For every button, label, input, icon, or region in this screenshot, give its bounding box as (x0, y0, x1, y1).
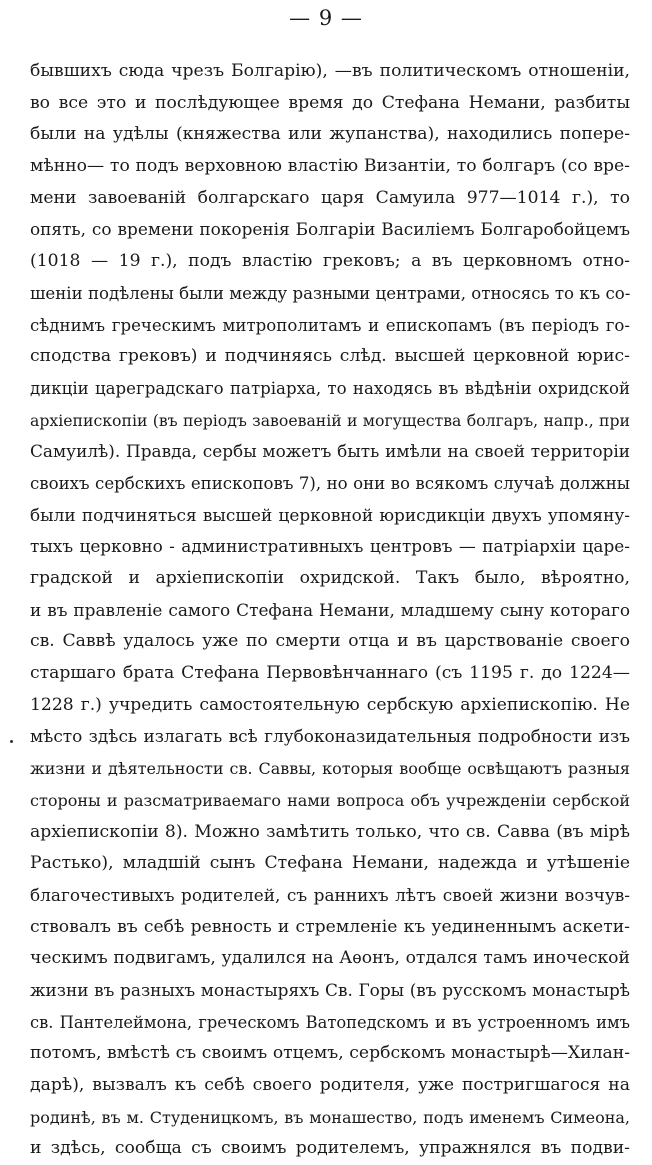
text-line: были на удѣлы (княжества или жупанства), находились попере- (30, 124, 630, 145)
text-line: жизни въ разныхъ монастыряхъ Св. Горы (въ русскомъ монастырѣ (30, 979, 630, 1000)
text-line: сподства грековъ) и подчиняясь слѣд. высшей церковной юрис- (30, 346, 630, 367)
text-line: бывшихъ сюда чрезъ Болгарію), —въ политическомъ отношеніи, (30, 61, 630, 81)
text-line: архіепископіи 8). Можно замѣтить только, что св. Савва (въ мірѣ (30, 821, 630, 842)
text-line: св. Саввѣ удалось уже по смерти отца и въ царствованіе своего (30, 631, 630, 652)
text-line: тыхъ церковно - административныхъ центровъ — патріархіи царе- (30, 536, 630, 557)
text-line: во все это и послѣдующее время до Стефана Немани, разбиты (30, 92, 630, 113)
text-line: своихъ сербскихъ епископовъ 7), но они во всякомъ случаѣ должны (30, 473, 630, 493)
text-line: и въ правленіе самого Стефана Немани, младшему сыну котораго (30, 599, 630, 620)
text-line: благочестивыхъ родителей, съ раннихъ лѣтъ своей жизни возчув- (30, 884, 630, 905)
text-line: 1228 г.) учредить самостоятельную сербскую архіепископію. Не (30, 694, 630, 715)
text-line: градской и архіепископіи охридской. Такъ было, вѣроятно, (30, 568, 630, 588)
text-line: шеніи подѣлены были между разными центрами, относясь то къ со- (30, 283, 630, 303)
text-line: и здѣсь, сообща съ своимъ родителемъ, упражнялся въ подви- (30, 1138, 630, 1159)
margin-mark (10, 740, 13, 743)
text-line: дикціи цареградскаго патріарха, то находясь въ вѣдѣніи охридской (30, 378, 630, 398)
text-line: мени завоеваній болгарскаго царя Самуила 977—1014 г.), то (30, 187, 630, 208)
text-line: Самуилѣ). Правда, сербы можетъ быть имѣли на своей территоріи (30, 441, 630, 462)
text-line: дарѣ), вызвалъ къ себѣ своего родителя, уже постригшагося на (30, 1075, 630, 1095)
text-line: жизни и дѣятельности св. Саввы, которыя вообще освѣщаютъ разныя (30, 759, 630, 779)
page-number: — 9 — (289, 6, 363, 30)
text-line: Растько), младшій сынъ Стефана Немани, надежда и утѣшеніе (30, 853, 630, 874)
text-line: св. Пантелеймона, греческомъ Ватопедскомъ и въ устроенномъ имъ (30, 1012, 630, 1032)
text-line: были подчиняться высшей церковной юрисдикціи двухъ упомяну- (30, 504, 630, 525)
text-line: потомъ, вмѣстѣ съ своимъ отцемъ, сербскомъ монастырѣ—Хилан- (30, 1043, 630, 1064)
text-line: ческимъ подвигамъ, удалился на Аѳонъ, отдался тамъ иноческой (30, 948, 630, 969)
body-text (30, 56, 630, 1165)
text-line: опять, со времени покоренія Болгаріи Василіемъ Болгаробойцемъ (30, 219, 630, 240)
text-line: мѣсто здѣсь излагать всѣ глубоконазидательныя подробности изъ (30, 726, 630, 747)
text-line: старшаго брата Стефана Первовѣнчаннаго (съ 1195 г. до 1224— (30, 663, 630, 684)
text-line: сѣднимъ греческимъ митрополитамъ и епископамъ (въ періодъ го- (30, 315, 630, 335)
text-line: стороны и разсматриваемаго нами вопроса объ учрежденіи сербской (30, 790, 630, 810)
text-line: ствовалъ въ себѣ ревность и стремленіе къ уединеннымъ аскети- (30, 916, 630, 937)
text-line: архіепископіи (въ періодъ завоеваній и могущества болгаръ, напр., при (30, 410, 630, 430)
text-line: (1018 — 19 г.), подъ властію грековъ; а въ церковномъ отно- (30, 251, 630, 272)
text-line: мѣнно— то подъ верховною властію Византіи, то болгаръ (со вре- (30, 156, 630, 177)
text-line: родинѣ, въ м. Студеницкомъ, въ монашество, подъ именемъ Симеона, (30, 1107, 630, 1127)
